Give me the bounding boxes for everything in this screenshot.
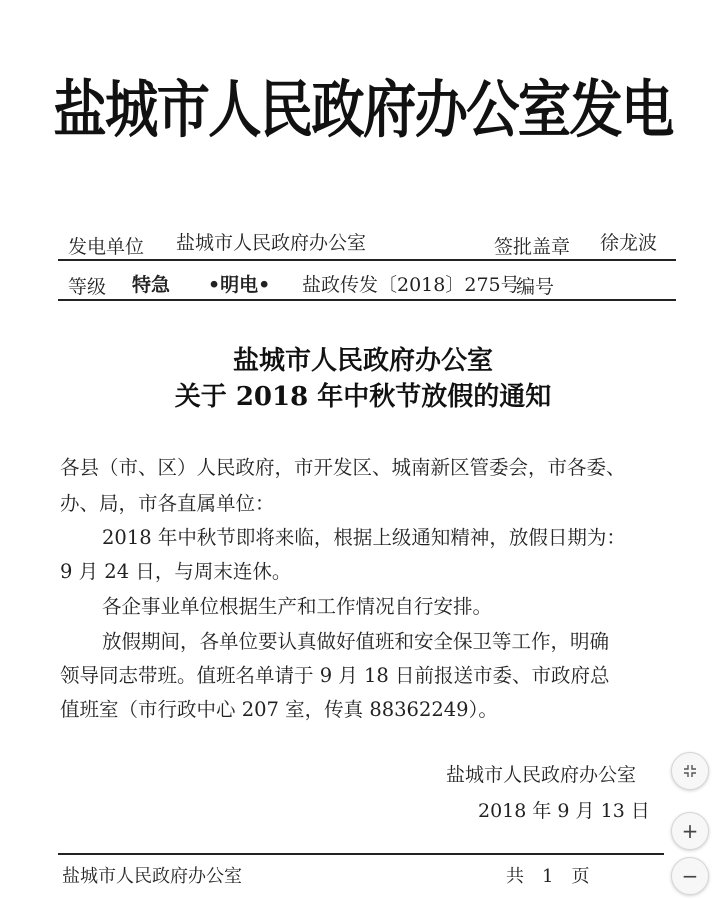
sender-label: 发电单位 [68, 236, 145, 258]
body-line-4: 9 月 24 日，与周末连休。 [60, 560, 292, 583]
grade-label: 等级 [68, 276, 107, 298]
doc-number: 盐政传发〔2018〕275号 [302, 274, 520, 296]
body-line-7: 领导同志带班。值班名单请于 9 月 18 日前报送市委、市政府总 [60, 664, 610, 687]
signer-label: 签批盖章 [494, 236, 571, 258]
footer-page-count: 共 1 页 [506, 866, 590, 887]
serial-label: 编号 [516, 276, 555, 298]
body-line-2: 办、局，市各直属单位： [60, 492, 275, 515]
footer-divider [58, 853, 664, 855]
meta-divider-2 [58, 299, 676, 301]
body-line-6: 放假期间，各单位要认真做好值班和安全保卫等工作，明确 [102, 630, 610, 653]
collapse-arrows-icon [682, 763, 698, 779]
closing-organization: 盐城市人民政府办公室 [446, 764, 637, 786]
fit-page-button[interactable] [671, 752, 709, 790]
meta-row-sender [58, 228, 676, 258]
body-line-8: 值班室（市行政中心 207 室，传真 88362249）。 [60, 698, 498, 721]
closing-date: 2018 年 9 月 13 日 [478, 800, 650, 822]
body-line-1: 各县（市、区）人民政府，市开发区、城南新区管委会，市各委、 [60, 456, 626, 479]
body-line-5: 各企事业单位根据生产和工作情况自行安排。 [102, 595, 493, 618]
meta-row-grade [58, 268, 676, 298]
zoom-out-button[interactable]: − [671, 857, 709, 895]
sender-value: 盐城市人民政府办公室 [176, 232, 367, 254]
notice-title-line2: 关于 2018 年中秋节放假的通知 [174, 382, 552, 412]
meta-divider-1 [58, 259, 676, 261]
body-line-3: 2018 年中秋节即将来临，根据上级通知精神，放假日期为： [102, 526, 626, 549]
notice-title-line1: 盐城市人民政府办公室 [232, 346, 493, 376]
zoom-in-button[interactable]: + [671, 812, 709, 850]
masthead-title: 盐城市人民政府办公室发电 [53, 73, 673, 146]
signer-value: 徐龙波 [600, 232, 658, 254]
footer-organization: 盐城市人民政府办公室 [62, 866, 242, 887]
grade-value: 特急 [132, 274, 171, 296]
clear-text-marker: •明电• [208, 274, 271, 296]
